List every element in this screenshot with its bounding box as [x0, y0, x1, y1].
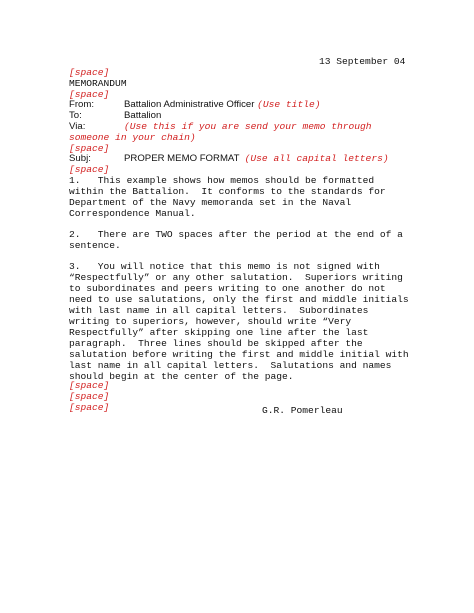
via-line — [124, 121, 372, 133]
space-marker: [space] — [69, 402, 110, 413]
para1-line: within the Battalion. It conforms to the standards for — [69, 186, 386, 197]
para3-line: paragraph. Three lines should be skipped after the — [69, 338, 363, 349]
space-marker: [space] — [69, 164, 110, 175]
para3-line: writing to superiors, however, should write “Very — [69, 316, 352, 327]
para3-line: with last name in all capital letters. Subordinates — [69, 305, 369, 316]
subj-note: (Use all capital letters) — [244, 153, 389, 164]
para1-line: Correspondence Manual. — [69, 208, 196, 219]
to-value: Battalion — [124, 110, 162, 121]
para1-line: Department of the Navy memoranda set in the Naval — [69, 197, 352, 208]
memo-date: 13 September 04 — [319, 56, 406, 67]
space-marker: [space] — [69, 143, 110, 154]
from-label: From: — [69, 99, 95, 110]
para2-line: 2. There are TWO spaces after the period at the end of a — [69, 229, 403, 240]
via-note-line2: someone in your chain) — [69, 132, 196, 143]
via-note-line1: (Use this if you are send your memo through — [124, 121, 372, 132]
space-marker: [space] — [69, 391, 110, 402]
space-marker: [space] — [69, 380, 110, 391]
para3-line: need to use salutations, only the first and middle initials — [69, 294, 409, 305]
para3-line: salutation before writing the first and middle initial with — [69, 349, 409, 360]
to-label: To: — [69, 110, 82, 121]
para1-line: 1. This example shows how memos should be formatted — [69, 175, 375, 186]
via-label: Via: — [69, 121, 86, 132]
from-line — [124, 99, 320, 111]
subj-value: PROPER MEMO FORMAT — [124, 153, 240, 164]
para3-line: 3. You will notice that this memo is not signed with — [69, 261, 380, 272]
space-marker: [space] — [69, 89, 110, 100]
para2-line: sentence. — [69, 240, 121, 251]
memorandum-heading: MEMORANDUM — [69, 78, 127, 89]
para3-line: to subordinates and peers writing to one another do not — [69, 283, 386, 294]
para3-line: last name in all capital letters. Salutations and names — [69, 360, 392, 371]
subj-line — [124, 153, 389, 165]
para3-line: Respectfully” after skipping one line after the last — [69, 327, 369, 338]
from-note: (Use title) — [257, 99, 321, 110]
subj-label: Subj: — [69, 153, 91, 164]
signature-name: G.R. Pomerleau — [262, 405, 343, 416]
para3-line: “Respectfully” or any other salutation. Superiors writing — [69, 272, 403, 283]
from-value: Battalion Administrative Officer — [124, 99, 255, 110]
para3-line: should begin at the center of the page. — [69, 371, 294, 382]
space-marker: [space] — [69, 67, 110, 78]
